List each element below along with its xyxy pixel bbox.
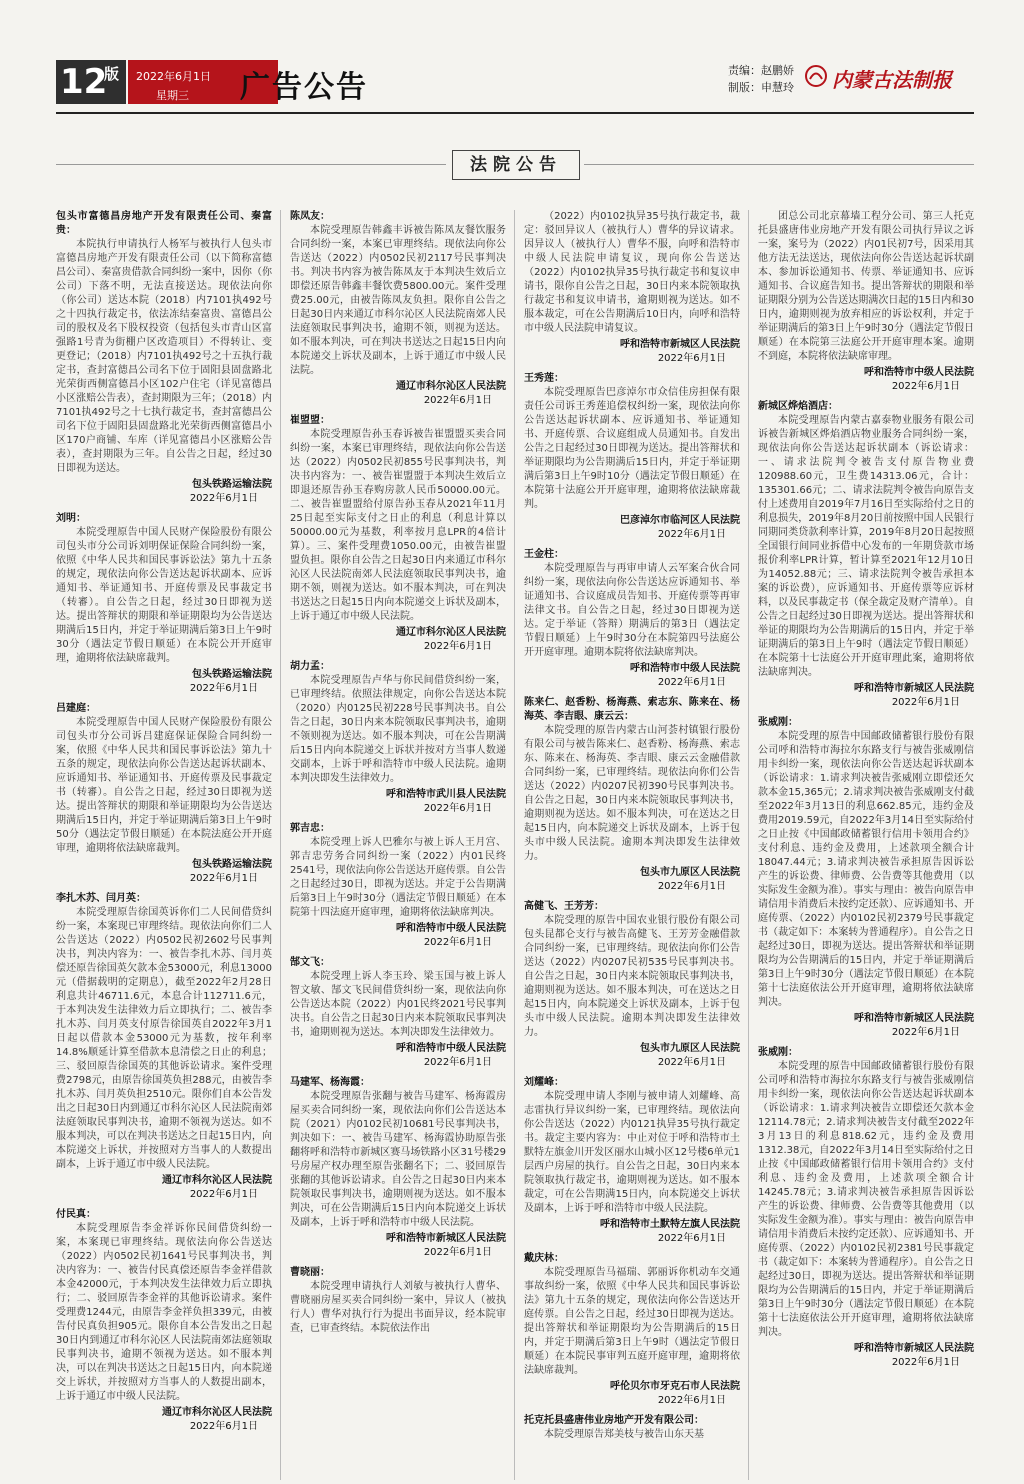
- notice-court: 呼伦贝尔市牙克石市人民法院: [610, 1381, 740, 1392]
- notice-date: 2022年6月1日: [423, 1057, 492, 1068]
- notice-body: 本院受理上诉人李玉玲、梁玉国与被上诉人智文敏、郜文飞民间借贷纠纷一案，现依法向你公告送达本院（2022）内01民终2021号民事判决书。自公告之日起30日内来本院领取民事判决书，逾期则视为送达。本判决即发生法律效力。: [290, 971, 506, 1038]
- column-4: [758, 210, 974, 1480]
- notice-date: 2022年6月1日: [891, 1357, 960, 1368]
- notice-court: 通辽市科尔沁区人民法院: [396, 627, 506, 638]
- notice-addressee: 吕建庭：: [56, 703, 96, 714]
- notice-body: 本院受理上诉人巴雅尔与被上诉人王月宫、郭吉忠劳务合同纠纷一案（2022）内01民终2541号，现依法向你公告送达开庭传票。自公告之日起经过30日，即视为送达。并定于公告期满后第3日上午9时30分（遇法定节假日顺延）在本院第十四法庭开庭审理，逾期将依法缺席判决。: [290, 837, 506, 918]
- court-notice: [290, 660, 506, 816]
- notice-body: 本院受理原告徐国英诉你们二人民间借贷纠纷一案，本案现已审理终结。现依法向你们二人公告送达（2022）内0502民初2602号民事判决书，判决内容为：一、被告李扎木苏、闫月英偿还原告徐国英欠款本金53000元，利息13000元（借据载明的定期息），截至2022年2月28日利息共计46711.6元，本息合计112711.6元，于本判决发生法律效力后立即执行；二、被告李扎木苏、闫月英支付原告徐国英自2022年3月1日起以借款本金53000元为基数，按年利率14.8%顺延计算至借款本息清偿之日止的利息；三、驳回原告徐国英的其他诉讼请求。案件受理费2798元，由原告徐国英负担288元，由被告李扎木苏、闫月英负担2510元。限你们自本公告发出之日起30日内到通辽市科尔沁区人民法院南郊法庭领取民事判决书，逾期不领视为送达。如不服本判决，可以在判决书送达之日起15日内，向本院递交上诉状，并按照对方当事人的人数提出副本，上诉于通辽市中级人民法院。: [56, 907, 272, 1170]
- notice-addressee: 陈凤友：: [290, 211, 330, 222]
- court-notice: [524, 696, 740, 894]
- notice-date: 2022年6月1日: [891, 381, 960, 392]
- court-notice: [524, 1414, 740, 1442]
- issue-weekday: 星期三: [156, 89, 189, 102]
- notice-body: 本院受理原告孙玉春诉被告崔盟盟买卖合同纠纷一案，本案已审理终结，现依法向你公告送达（2022）内0502民初855号民事判决书，判决书内容为：一、被告崔盟盟于本判决生效后立即退还原告孙玉春购房款人民币50000.00元。二、被告崔盟盟给付原告孙玉春从2021年11月25日起至实际支付之日止的利息（利息计算以50000.00元为基数，利率按月息LPR的4倍计算）。三、案件受理费1050.00元，由被告崔盟盟负担。限你自公告之日起30日内来通辽市科尔沁区人民法院南郊人民法庭领取民事判决书，逾期不领，则视为送达。如不服本判决，可在判决书送达之日起15日内向本院递交上诉状及副本，上诉于通辽市中级人民法院。: [290, 429, 506, 622]
- notice-body: 本院受理的原告内蒙古山河荟村镇银行股份有限公司与被告陈来仁、赵香粉、杨海燕、索志东、陈来在、杨海英、李吉眼、康云云金融借款合同纠纷一案，已审理终结。现依法向你们公告送达（2022）内0207民初390号民事判决书。自公告之日起，30日内来本院领取民事判决书，逾期则视为送达。如不服本判决，可在送达之日起15日内，向本院递交上诉状及副本，上诉于包头市中级人民法院。逾期本判决即发生法律效力。: [524, 725, 740, 862]
- notice-addressee: 包头市富德昌房地产开发有限责任公司、秦富贵：: [56, 211, 272, 236]
- notice-body: 本院受理原告韩鑫丰诉被告陈凤友餐饮服务合同纠纷一案，本案已审理终结。现依法向你公告送达（2022）内0502民初2117号民事判决书。判决书内容为被告陈凤友于本判决生效后立即偿还原告韩鑫丰餐饮费5800.00元。案件受理费25.00元，由被告陈凤友负担。限你自公告之日起30日内来通辽市科尔沁区人民法院南郊人民法庭领取民事判决书，逾期不领，则视为送达。如不服本判决，可在判决书送达之日起15日内向本院递交上诉状及副本，上诉于通辽市中级人民法院。: [290, 225, 506, 376]
- court-notice: [290, 414, 506, 654]
- notice-addressee: 高健飞、王芳芳：: [524, 901, 604, 912]
- court-notice: [524, 372, 740, 542]
- notice-addressee: 郜文飞：: [290, 957, 330, 968]
- notice-court: 包头铁路运输法院: [192, 479, 272, 490]
- notice-body: 本院受理原告内蒙古嘉泰物业服务有限公司诉被告新城区烨焰酒店物业服务合同纠纷一案，现依法向你公告送达起诉状副本（诉讼请求：一、请求法院判令被告支付原告物业费120988.60元，卫生费14313.06元，合计：135301.66元；二、请求法院判令被告向原告支付上述费用自2019年7月16日至实际给付之日的利息损失，2019年8月20日前按照中国人民银行同期同类贷款利率计算，2019年8月20日起按照全国银行间同业拆借中心发布的一年期贷款市场报价利率LPR计算，暂计算至2021年12月10日为14052.88元；三、请求法院判令被告承担本案的诉讼费），应诉通知书、开庭传票等应诉材料，以及民事裁定书（保全裁定及财产清单）。自公告之日起经过30日即视为送达。提出答辩状和举证的期限均为公告期满后的15日内，并定于举证期满后的第3日上午9时（遇法定节假日顺延）在本院第十七法庭公开开庭审理此案，逾期将依法缺席判决。: [758, 415, 974, 678]
- notice-court: 呼和浩特市中级人民法院: [396, 1043, 506, 1054]
- notice-date: 2022年6月1日: [891, 697, 960, 708]
- court-notice-banner: [56, 150, 974, 180]
- court-notice: [524, 1252, 740, 1408]
- court-notice: [290, 210, 506, 408]
- notice-addressee: 曹晓丽：: [290, 1267, 330, 1278]
- court-notice: [56, 512, 272, 696]
- court-notice: [56, 702, 272, 886]
- section-title: 广告公告: [240, 70, 368, 105]
- notice-body: 本院受理原告郑美枝与被告山东天基: [544, 1429, 704, 1440]
- notice-body: 本院受理原告中国人民财产保险股份有限公司包头市分公司诉刘明保证保险合同纠纷一案，依照《中华人民共和国民事诉讼法》第九十五条的规定，现依法向你公告送达起诉状副本、应诉通知书、举证通知书、开庭传票及民事裁定书（转審）。自公告之日起，经过30日即视为送达。提出答辩状的期限和举证期限均为公告送达期满后15日内，并定于举证期满后第3日上午9时30分（遇法定节假日顺延）在本院公开开庭审理，逾期将依法缺席裁判。: [56, 527, 272, 664]
- notice-addressee: 王秀莲：: [524, 373, 564, 384]
- emblem-icon: [804, 64, 828, 88]
- notice-addressee: 付民真：: [56, 1209, 96, 1220]
- notice-addressee: 戴庆林：: [524, 1253, 564, 1264]
- notice-court: 呼和浩特市新城区人民法院: [854, 1343, 974, 1354]
- notice-date: 2022年6月1日: [189, 1189, 258, 1200]
- notice-court: 呼和浩特市中级人民法院: [630, 663, 740, 674]
- page-number: 12: [60, 62, 108, 102]
- notice-date: 2022年6月1日: [423, 1247, 492, 1258]
- notice-addressee: 郭吉忠：: [290, 823, 330, 834]
- court-notice: [524, 1076, 740, 1246]
- notice-court: 呼和浩特市中级人民法院: [396, 923, 506, 934]
- notice-body: 本院受理原告卢华与你民间借贷纠纷一案，已审理终结。依照法律规定，向你公告送达本院（2020）内0125民初228号民事判决书。自公告之日起，30日内来本院领取民事判决书，逾期不领则视为送达。如不服本判决，可在公告期满后15日内向本院递交上诉状并按对方当事人数递交副本，上诉于呼和浩特市中级人民法院。逾期本判决即发生法律效力。: [290, 675, 506, 784]
- top-rule: [56, 112, 974, 114]
- notice-date: 2022年6月1日: [657, 1057, 726, 1068]
- notice-date: 2022年6月1日: [189, 1421, 258, 1432]
- notice-body: 本院受理原告马福瑞、郭丽诉你机动车交通事故纠纷一案，依照《中华人民共和国民事诉讼法》第九十五条的规定，现依法向你公告送达开庭传票。自公告之日起，经过30日即视为送达。提出答辩状和举证期限均为公告期满后的15日内，并定于期满后第3日上午9时（遇法定节假日顺延）在本院民事审判五庭开庭审理，逾期将依法缺席裁判。: [524, 1267, 740, 1376]
- notice-court: 呼和浩特市新城区人民法院: [854, 1013, 974, 1024]
- issue-date: 2022年6月1日: [136, 70, 211, 83]
- notice-court: 通辽市科尔沁区人民法院: [396, 381, 506, 392]
- notice-addressee: 新城区烨焰酒店：: [758, 401, 838, 412]
- notice-body: 本院受理的原告中国邮政储蓄银行股份有限公司呼和浩特市海拉尔东路支行与被告张威刚信用卡纠纷一案，现依法向你公告送达起诉状副本（诉讼请求：1.请求判决被告张威刚立即偿还欠款本金15,365元；2.请求判决被告张威刚支付截至2022年3月13日的利息662.85元，违约金及费用2019.59元，自2022年3月14日至实际给付之日止按《中国邮政储蓄银行信用卡领用合约》支付利息、违约金及费用，上述款项全额合计18047.44元；3.请求判决被告承担原告因诉讼产生的诉讼费、律师费、公告费等其他费用（以实际发生金额为准）。事实与理由：被告向原告申请信用卡消费后未按约定还款）、应诉通知书、开庭传票、（2022）内0102民初2379号民事裁定书（裁定如下：本案转为普通程序）。自公告之日起经过30日，即视为送达。提出答辩状和举证期限均为公告期满后的15日内，并定于举证期满后第3日上午9时30分（遇法定节假日顺延）在本院第十七法庭依法公开开庭审理，逾期将依法缺席判决。: [758, 731, 974, 1008]
- notice-date: 2022年6月1日: [189, 493, 258, 504]
- notice-court: 呼和浩特市新城区人民法院: [386, 1233, 506, 1244]
- column-2: [290, 210, 506, 1480]
- notice-date: 2022年6月1日: [657, 1233, 726, 1244]
- notice-addressee: 刘耀峰：: [524, 1077, 564, 1088]
- editor-name: 责编：赵鹏娇: [728, 64, 794, 77]
- notice-date: 2022年6月1日: [657, 1395, 726, 1406]
- notice-addressee: 崔盟盟：: [290, 415, 330, 426]
- notice-addressee: 李扎木苏、闫月英：: [56, 893, 146, 904]
- notice-date: 2022年6月1日: [423, 803, 492, 814]
- notice-body: 本院受理的原告中国农业银行股份有限公司包头昆都仑支行与被告高健飞、王芳芳金融借款合同纠纷一案，已审理终结。现依法向你们公告送达（2022）内0207民初535号民事判决书。自公告之日起，30日内来本院领取民事判决书，逾期则视为送达。如不服本判决，可在送达之日起15日内，向本院递交上诉状及副本，上诉于包头市中级人民法院。逾期本判决即发生法律效力。: [524, 915, 740, 1038]
- court-notice: [290, 822, 506, 950]
- court-notice: [758, 716, 974, 1040]
- court-notice: [524, 900, 740, 1070]
- notice-date: 2022年6月1日: [423, 641, 492, 652]
- court-notice: [758, 1046, 974, 1370]
- column-3: [524, 210, 740, 1480]
- notice-date: 2022年6月1日: [657, 529, 726, 540]
- notice-addressee: 马建军、杨海霞：: [290, 1077, 370, 1088]
- notice-body: 本院受理原告中国人民财产保险股份有限公司包头市分公司诉吕建庭保证保险合同纠纷一案，依照《中华人民共和国民事诉讼法》第九十五条的规定，现依法向你公告送达起诉状副本、应诉通知书、举证通知书、开庭传票及民事裁定书（转審）。自公告之日起，经过30日即视为送达。提出答辩状的期限和举证期限均为公告送达期满后15日内，并定于举证期满后第3日上午9时50分（遇法定节假日顺延）在本院法庭公开开庭审理，逾期将依法缺席裁判。: [56, 717, 272, 854]
- notice-body: 本院受理的原告中国邮政储蓄银行股份有限公司呼和浩特市海拉尔东路支行与被告张威刚信用卡纠纷一案，现依法向你公告送达起诉状副本（诉讼请求：1.请求判决被告立即偿还欠款本金12114.78元；2.请求判决被告支付截至2022年3月13日的利息818.62元，违约金及费用1312.38元，自2022年3月14日至实际给付之日止按《中国邮政储蓄银行信用卡领用合约》支付利息、违约金及费用，上述款项全额合计14245.78元；3.请求判决被告承担原告因诉讼产生的诉讼费、律师费、公告费等其他费用（以实际发生金额为准）。事实与理由：被告向原告申请信用卡消费后未按约定还款）、应诉通知书、开庭传票、（2022）内0102民初2381号民事裁定书（裁定如下：本案转为普通程序）。自公告之日起经过30日，即视为送达。提出答辩状和举证期限均为公告期满后的15日内，并定于举证期满后第3日上午9时30分（遇法定节假日顺延）在本院第十七法庭依法公开开庭审理，逾期将依法缺席判决。: [758, 1061, 974, 1338]
- notice-court: 巴彦淖尔市临河区人民法院: [620, 515, 740, 526]
- notice-addressee: 王金柱：: [524, 549, 564, 560]
- notice-date: 2022年6月1日: [657, 677, 726, 688]
- producer-name: 制版：申慧玲: [728, 81, 794, 94]
- notice-court: 通辽市科尔沁区人民法院: [162, 1407, 272, 1418]
- notice-body: 本院受理申请执行人刘敏与被执行人曹华、曹晓丽房屋买卖合同纠纷一案中，异议人（被执行人）曹华对执行行为提出书面异议，经本院审查，已审查终结。本院依法作出: [290, 1281, 506, 1334]
- notice-addressee: 托克托县盛唐伟业房地产开发有限公司：: [524, 1415, 704, 1426]
- logo-text: 内蒙古法制报: [832, 68, 952, 92]
- notice-court: 包头市九原区人民法院: [640, 867, 740, 878]
- notice-date: 2022年6月1日: [189, 873, 258, 884]
- notice-body: （2022）内0102执异35号执行裁定书，裁定：驳回异议人（被执行人）曹华的异议请求。因异议人（被执行人）曹华不服，向呼和浩特市中级人民法院申请复议，现向你公告送达（2022）内0102执异35号执行裁定书和复议申请书，限你自公告之日起，30日内来本院领取执行裁定书和复议申请书，逾期则视为送达。如不服本裁定，可在公告期满后10日内，向呼和浩特市中级人民法院申请复议。: [524, 211, 740, 334]
- banner-title: 法院公告: [452, 150, 580, 180]
- notice-court: 包头铁路运输法院: [192, 859, 272, 870]
- notice-addressee: 胡力孟：: [290, 661, 330, 672]
- notice-date: 2022年6月1日: [423, 937, 492, 948]
- notice-addressee: 张威刚：: [758, 717, 798, 728]
- notice-court: 包头市九原区人民法院: [640, 1043, 740, 1054]
- notice-addressee: 陈来仁、赵香粉、杨海燕、索志东、陈来在、杨海英、李吉眼、康云云：: [524, 697, 740, 722]
- notice-date: 2022年6月1日: [657, 881, 726, 892]
- court-notice: [290, 956, 506, 1070]
- notice-date: 2022年6月1日: [891, 1027, 960, 1038]
- masthead: [56, 58, 974, 108]
- notice-addressee: 张威刚：: [758, 1047, 798, 1058]
- notice-body: 本院执行申请执行人杨军与被执行人包头市富德昌房地产开发有限责任公司（以下简称富德昌公司）、秦富贵借款合同纠纷一案中，因你（你公司）下落不明，无法直接送达。现依法向你（你公司）送达本院（2018）内7101执492号之十四执行裁定书，依法冻结秦富贵、富德昌公司的股权及名下股权投资（包括包头市青山区富强路1号青为街棚户区改造项目）不得转让、变更登记；（2018）内7101执492号之十五执行裁定书，查封富德昌公司名下位于固阳县固盘路北光荣街西侧富德昌小区102户住宅（详见富德昌小区涨赔公告表），查封期限为三年；（2018）内7101执492号之十七执行裁定书，查封富德昌公司名下位于固阳县固盘路北光荣街西侧富德昌小区170户商铺、车库（详见富德昌小区涨赔公告表），查封期限为三年。自公告之日起，经过30日即视为送达。: [56, 239, 272, 474]
- notice-columns: [56, 210, 974, 1480]
- court-notice: [758, 210, 974, 394]
- newspaper-logo: [804, 60, 974, 94]
- notice-body: 团总公司北京幕墙工程分公司、第三人托克托县盛唐伟业房地产开发有限公司执行异议之诉一案，案号为（2022）内01民初7号，因采用其他方法无法送达，现依法向你公告送达起诉状副本、参加诉讼通知书、传票、举证通知书、应诉通知书、合议庭告知书。提出答辩状的期限和举证期限分别为公告送达期满次日起的15日内和30日内，逾期则视为放弃相应的诉讼权利，并定于举证期满后的第3日上午9时30分（遇法定节假日顺延）在本院第三法庭公开开庭审理本案。逾期不到庭，本院将依法缺席审理。: [758, 211, 974, 362]
- banner-rule-right: [584, 164, 974, 165]
- court-notice: [56, 892, 272, 1202]
- banner-rule-left: [56, 164, 446, 165]
- notice-body: 本院受理申请人李刚与被申请人刘耀峰、高志雷执行异议纠纷一案，已审理终结。现依法向你公告送达（2022）内0121执异35号执行裁定书。裁定主要内容为：中止对位于呼和浩特市土默特左旗金川开发区丽水山城小区12号楼6单元1层西户房屋的执行。自公告之日起，30日内来本院领取执行裁定书，逾期则视为送达。如不服本裁定，可在公告期满15日内，向本院递交上诉状及副本，上诉于呼和浩特市中级人民法院。: [524, 1091, 740, 1214]
- notice-body: 本院受理原告李金祥诉你民间借贷纠纷一案，本案现已审理终结。现依法向你公告送达（2022）内0502民初1641号民事判决书，判决内容为：一、被告付民真偿还原告李金祥借款本金42000元，于本判决发生法律效力后立即执行；二、驳回原告李金祥的其他诉讼请求。案件受理费1244元，由原告李金祥负担339元，由被告付民真负担905元。限你自本公告发出之日起30日内到通辽市科尔沁区人民法院南郊法庭领取民事判决书，逾期不领视为送达。如不服本判决，可以在判决书送达之日起15日内，向本院递交上诉状，并按照对方当事人的人数提出副本，上诉于通辽市中级人民法院。: [56, 1223, 272, 1402]
- court-notice: [56, 1208, 272, 1434]
- notice-body: 本院受理原告巴彦淖尔市众信佳房担保有限责任公司诉王秀莲追偿权纠纷一案，现依法向你公告送达起诉状副本、应诉通知书、举证通知书、开庭传票、合议庭组成人员通知书。自发出公告之日起经过30日即视为送达。提出答辩状和举证期限均为公告期满后15日内，并定于举证期满后第3日上午9时10分（遇法定节假日顺延）在本院第十法庭公开开庭审理，逾期将依法缺席裁判。: [524, 387, 740, 510]
- court-notice: [524, 210, 740, 366]
- page-number-box: [56, 60, 126, 104]
- editor-credits: [728, 62, 794, 96]
- notice-date: 2022年6月1日: [657, 353, 726, 364]
- notice-court: 呼和浩特市新城区人民法院: [620, 339, 740, 350]
- notice-court: 包头铁路运输法院: [192, 669, 272, 680]
- notice-court: 通辽市科尔沁区人民法院: [162, 1175, 272, 1186]
- court-notice: [56, 210, 272, 506]
- court-notice: [524, 548, 740, 690]
- court-notice: [290, 1266, 506, 1336]
- court-notice: [290, 1076, 506, 1260]
- notice-court: 呼和浩特市土默特左旗人民法院: [600, 1219, 740, 1230]
- page-label: 版: [104, 65, 120, 83]
- notice-addressee: 刘明：: [56, 513, 86, 524]
- notice-court: 呼和浩特市中级人民法院: [864, 367, 974, 378]
- notice-body: 本院受理原告张翻与被告马建军、杨海霞房屋买卖合同纠纷一案，现依法向你们公告送达本院（2021）内0102民初10681号民事判决书，判决如下：一、被告马建军、杨海霞协助原告张翻将呼和浩特市新城区赛马场铁路小区31号楼29号房屋产权办理至原告张翻名下；二、驳回原告张翻的其他诉讼请求。自公告之日起30日内来本院领取民事判决书，逾期则视为送达。如不服本判决，可在公告期满后15日内向本院递交上诉状及副本，上诉于呼和浩特市中级人民法院。: [290, 1091, 506, 1228]
- notice-court: 呼和浩特市武川县人民法院: [386, 789, 506, 800]
- notice-court: 呼和浩特市新城区人民法院: [854, 683, 974, 694]
- court-notice: [758, 400, 974, 710]
- column-1: [56, 210, 272, 1480]
- notice-body: 本院受理原告与再审申请人云军案合伙合同纠纷一案，现依法向你公告送达应诉通知书、举证通知书、合议庭成员告知书、开庭传票等再审法律文书。自公告之日起，经过30日即视为送达。定于举证（答辩）期满后的第3日（遇法定节假日顺延）上午9时30分在本院第四号法庭公开开庭审理。逾期本院将依法缺席判决。: [524, 563, 740, 658]
- notice-date: 2022年6月1日: [423, 395, 492, 406]
- notice-date: 2022年6月1日: [189, 683, 258, 694]
